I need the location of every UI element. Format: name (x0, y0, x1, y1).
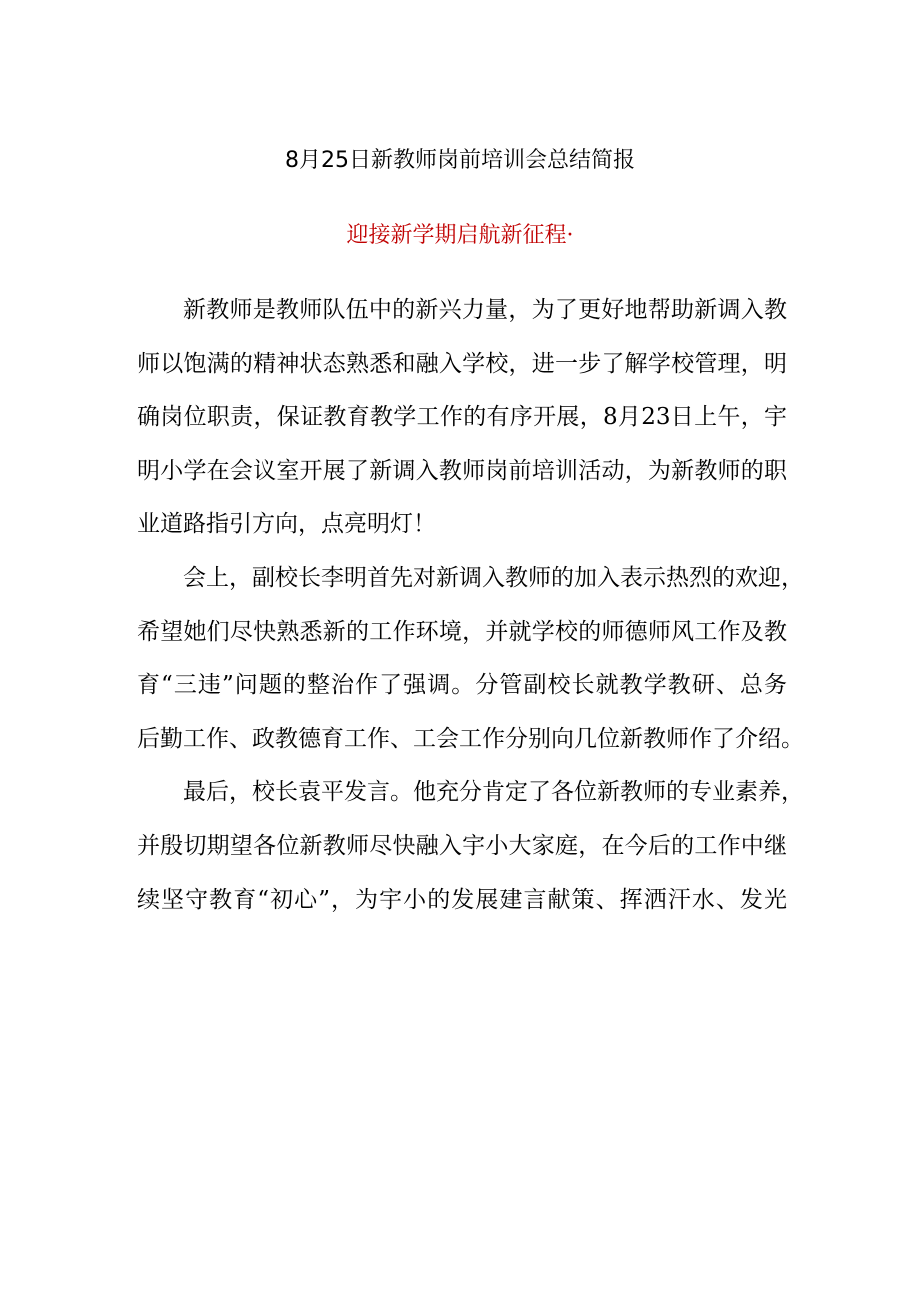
paragraph (137, 552, 804, 766)
text-line: 最后，校长袁平发言。他充分肯定了各位新教师的专业素养， (183, 779, 804, 806)
paragraph (137, 284, 787, 552)
text-line: 明小学在会议室开展了新调入教师岗前培训活动，为新教师的职 (137, 457, 787, 484)
document-subtitle: 迎接新学期启航新征程· (346, 223, 574, 248)
text-line: 会上，副校长李明首先对新调入教师的加入表示热烈的欢迎， (183, 564, 804, 591)
text-line: 确岗位职责，保证教育教学工作的有序开展，8月23日上午，宇 (137, 404, 787, 431)
text-line: 希望她们尽快熟悉新的工作环境，并就学校的师德师风工作及教 (137, 618, 787, 645)
text-line: 后勤工作、政教德育工作、工会工作分别向几位新教师作了介绍。 (137, 725, 804, 752)
text-line: 续坚守教育“初心”，为宇小的发展建言献策、挥洒汗水、发光 (137, 886, 787, 913)
text-line: 业道路指引方向，点亮明灯！ (137, 511, 436, 538)
text-line: 并殷切期望各位新教师尽快融入宇小大家庭，在今后的工作中继 (137, 832, 787, 859)
text-line: 新教师是教师队伍中的新兴力量，为了更好地帮助新调入教 (183, 297, 787, 323)
document-title: 8月25日新教师岗前培训会总结简报 (285, 148, 635, 173)
paragraph (137, 766, 804, 927)
text-line: 育“三违”问题的整治作了强调。分管副校长就教学教研、总务 (137, 672, 787, 699)
document-body (137, 284, 804, 927)
text-line: 师以饱满的精神状态熟悉和融入学校，进一步了解学校管理，明 (137, 350, 787, 377)
